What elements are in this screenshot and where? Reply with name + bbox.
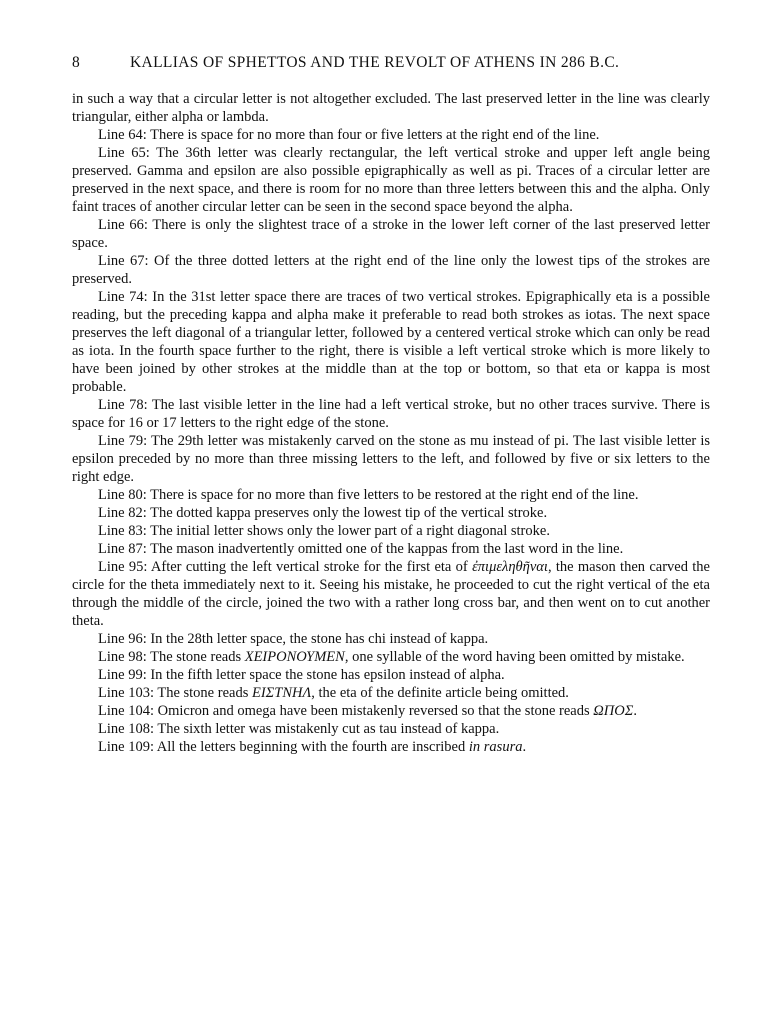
note-line-83: Line 83: The initial letter shows only the lower part of a right diagonal stroke. xyxy=(98,523,550,539)
page-header xyxy=(72,54,712,74)
note-line-95 xyxy=(72,558,710,630)
note-line-67: Line 67: Of the three dotted letters at the right end of the line only the lowest tips of the strokes are preserved. xyxy=(72,253,710,287)
note-text: Line 103: The stone reads xyxy=(98,685,252,701)
note-text: . xyxy=(522,739,527,755)
note-line-99: Line 99: In the fifth letter space the stone has epsilon instead of alpha. xyxy=(98,667,505,683)
note-line-96: Line 96: In the 28th letter space, the stone has chi instead of kappa. xyxy=(98,631,489,647)
note-line-104 xyxy=(72,702,710,720)
note-line-82: Line 82: The dotted kappa preserves only the lowest tip of the vertical stroke. xyxy=(98,505,548,521)
note-line-74: Line 74: In the 31st letter space there are traces of two vertical strokes. Epigraphically eta is a possible reading, but the preceding kappa and alpha make it preferable to read both strokes as iotas. The next space preserves the left diagonal of a triangular letter, followed by a centered vertical stroke which can only be read as iota. In the fourth space further to the right, there is visible a left vertical stroke which is more likely to have been joined by other strokes at the middle than at the top or bottom, so that eta or kappa is most probable. xyxy=(72,289,710,395)
note-text: . xyxy=(633,703,637,719)
note-line-78: Line 78: The last visible letter in the line had a left vertical stroke, but no other traces survive. There is space for 16 or 17 letters to the right edge of the stone. xyxy=(72,397,710,431)
note-text: , the eta of the definite article being omitted. xyxy=(311,685,569,701)
note-line-65: Line 65: The 36th letter was clearly rectangular, the left vertical stroke and upper left angle being preserved. Gamma and epsilon are also possible epigraphically as well as pi. Traces of a circular letter are preserved in the next space, and there is room for no more than three letters between this and the alpha. Only faint traces of another circular letter can be seen in the second space beyond the alpha. xyxy=(72,145,710,215)
note-text: , one syllable of the word having been omitted by mistake. xyxy=(344,649,685,665)
note-line-64: Line 64: There is space for no more than four or five letters at the right end of the line. xyxy=(98,127,600,143)
note-line-66: Line 66: There is only the slightest trace of a stroke in the lower left corner of the last preserved letter space. xyxy=(72,217,710,251)
note-text: Line 95: After cutting the left vertical stroke for the first eta of xyxy=(98,559,473,575)
epigraphical-notes xyxy=(72,90,710,756)
greek-word: ΧΕΙΡΟΝΟΥΜΕΝ xyxy=(244,649,345,665)
note-line-80: Line 80: There is space for no more than five letters to be restored at the right end of the line. xyxy=(98,487,639,503)
note-line-98 xyxy=(72,648,710,666)
italic-term: in rasura xyxy=(468,739,523,755)
note-text: Line 104: Omicron and omega have been mistakenly reversed so that the stone reads xyxy=(98,703,594,719)
note-text: Line 98: The stone reads xyxy=(98,649,245,665)
running-title: KALLIAS OF SPHETTOS AND THE REVOLT OF ATHENS IN 286 B.C. xyxy=(130,54,620,71)
note-text: Line 109: All the letters beginning with the fourth are inscribed xyxy=(98,739,469,755)
page-number: 8 xyxy=(72,54,80,71)
note-line-103 xyxy=(72,684,710,702)
greek-word: ΕΙΣΤΝΗΛ xyxy=(251,685,312,701)
greek-word: ἐπιμεληθῆναι xyxy=(472,559,548,575)
note-text: , the mason then carved the circle for the theta immediately next to it. Seeing his mistake, he proceeded to cut the right vertical of the eta through the middle of the circle, joined the two with a rather long cross bar, and then went on to cut another theta. xyxy=(72,559,710,629)
greek-word: ΩΠΟΣ xyxy=(593,703,634,719)
note-line-108: Line 108: The sixth letter was mistakenly cut as tau instead of kappa. xyxy=(98,721,500,737)
note-line-79: Line 79: The 29th letter was mistakenly carved on the stone as mu instead of pi. The last visible letter is epsilon preceded by no more than three missing letters to the left, and followed by five or six letters to the right edge. xyxy=(72,433,710,485)
note-intro: in such a way that a circular letter is not altogether excluded. The last preserved letter in the line was clearly triangular, either alpha or lambda. xyxy=(72,91,710,125)
note-line-87: Line 87: The mason inadvertently omitted one of the kappas from the last word in the line. xyxy=(98,541,624,557)
note-line-109 xyxy=(72,738,710,756)
